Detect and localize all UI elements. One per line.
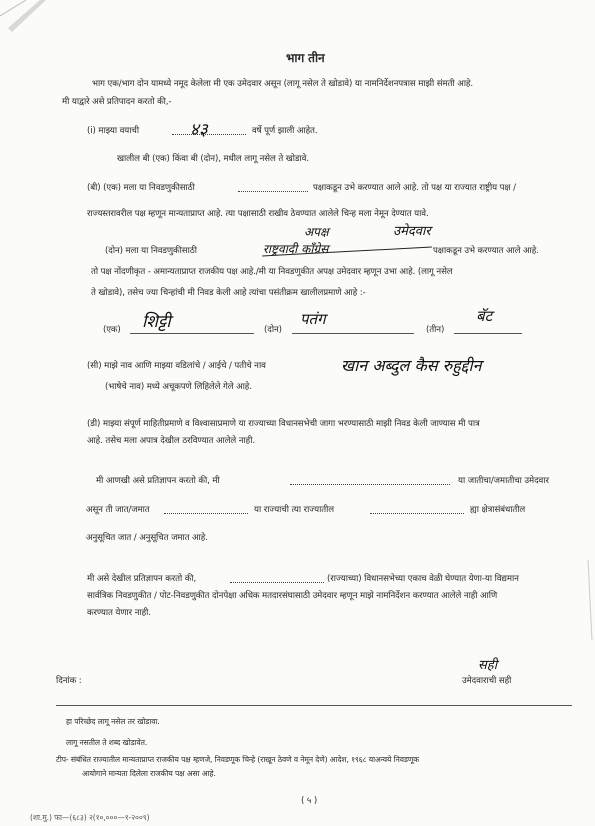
section-d-text-line2: आहे. तसेच मला अपात्र देखील ठरविण्यात आलेले नाही. — [87, 436, 255, 446]
symbol-choice-2: पतंग — [300, 310, 326, 328]
section-b1-text: (बी) (एक) मला या निवडणुकीसाठी — [87, 183, 195, 193]
age-label: (i) माझ्या वयाची — [87, 126, 139, 136]
party-field-line — [238, 191, 308, 192]
caste-name-field-line — [164, 513, 248, 514]
age-handwritten-value: ४३ — [190, 120, 208, 140]
caste-field-line — [290, 484, 450, 485]
section-b2-text-cont: पक्षाकडून उभे करण्यात आले आहे. — [433, 246, 539, 256]
candidate-signature: सही — [478, 658, 498, 673]
caste-declaration-text: मी आणखी असे प्रतिज्ञापन करतो की, मी — [96, 476, 220, 486]
caste-declaration-line2-mid: या राज्याची त्या राज्यातील — [254, 505, 334, 515]
section-b1-text-line2: राज्यस्तरावरील पक्ष म्हणून मान्यताप्राप्त आहे. त्या पक्षासाठी राखीव ठेवण्यात आलेले चिन्ह मला नेमून देण्यात यावे. — [87, 209, 429, 219]
election-declaration-line2: सार्वत्रिक निवडणुकीत / पोट-निवडणुकीत दोनपेक्षा अधिक मतदारसंघासाठी उमेदवार म्हणून माझे नामनिर्देशन करण्यात आलेले नाही आणि — [87, 591, 498, 601]
symbol-choice-1: शिट्टी — [142, 312, 171, 332]
caste-declaration-line2: असून ती जात/जमात — [86, 505, 150, 515]
election-declaration-line3: करण्यात येणार नाही. — [87, 608, 151, 618]
print-code: (शा.मु.) फा—(६८३) २(१०,०००—१-२००९) — [30, 813, 150, 822]
footnote-divider — [56, 705, 572, 706]
election-declaration-text-cont: (राज्याच्या) विधानसभेच्या एकाच वेळी घेण्यात येणा-या विद्यमान — [327, 574, 519, 584]
caste-declaration-text-cont: या जातीचा/जमातीचा उमेदवार — [458, 476, 549, 486]
caste-declaration-line2-end: ह्या क्षेत्रासंबंधातील — [470, 505, 526, 515]
section-b1-text-cont: पक्षाकडून उभे करण्यात आले आहे. तो पक्ष या राज्यात राष्ट्रीय पक्ष / — [313, 183, 516, 193]
footnote-1: हा परिच्छेद लागू नसेल तर खोडावा. — [66, 717, 160, 726]
symbol-label-3: (तीन) — [426, 325, 445, 335]
handwritten-annotation-1: अपक्ष — [304, 225, 329, 239]
section-c-text-line2: (भाषेचे नाव) मध्ये अचूकपणे लिहिलेले गेले आहे. — [105, 382, 252, 392]
delete-inapplicable-note: खालील बी (एक) किंवा बी (दोन), मधील लागू नसेल ते खोडावे. — [117, 154, 309, 164]
page-number: ( ५ ) — [301, 796, 318, 806]
section-b2-text-line3: ते खोडावे), तसेच ज्या चिन्हांची मी निवड केली आहे त्यांचा पसंतीक्रम खालीलप्रमाणे आहे :- — [91, 288, 366, 298]
footnote-2: लागू नसतील ते शब्द खोडावेत. — [66, 738, 148, 747]
section-d-text: (डी) माझ्या संपूर्ण माहितीप्रमाणे व विश्वासाप्रमाणे या राज्याच्या विधानसभेची जागा भरण्यासाठी माझी निवड केली जाण्यास मी पात्र — [87, 419, 480, 429]
section-c-text: (सी) माझे नाव आणि माझ्या वडिलांचे / आईचे / पतीचे नाव — [87, 361, 266, 371]
handwritten-annotation-2: उमेदवार — [393, 224, 431, 239]
election-state-field-line — [230, 582, 324, 583]
symbol-label-1: (एक) — [103, 325, 121, 335]
consent-text-line1: भाग एक/भाग दोन यामध्ये नमूद केलेला मी एक उमेदवार असून (लागू नसेल ते खोडावे) या नामनिर्देशनपत्रास माझी संमती आहे. — [92, 79, 473, 89]
age-suffix: वर्षे पूर्ण झाली आहेत. — [252, 126, 318, 136]
symbol-field-1-line — [130, 333, 254, 334]
symbol-label-2: (दोन) — [264, 325, 282, 335]
footnote-3-cont: आयोगाने मान्यता दिलेला राजकीय पक्ष असा आहे. — [82, 769, 216, 778]
date-label: दिनांक : — [56, 676, 82, 686]
symbol-field-2-line — [292, 333, 414, 334]
section-b2-text: (दोन) मला या निवडणुकीसाठी — [105, 246, 197, 256]
age-field-line — [172, 134, 246, 135]
page-title: भाग तीन — [286, 51, 325, 65]
footnote-3: टीप- संबंधित राज्यातील मान्यताप्राप्त राजकीय पक्ष म्हणजे, निवडणूक चिन्हे (राखून ठेवणे व नेमून देणे) आदेश, १९६८ याअन्वये निवडणूक — [56, 755, 419, 764]
symbol-field-3-line — [454, 333, 522, 334]
election-declaration-text: मी असे देखील प्रतिज्ञापन करतो की, — [87, 574, 197, 584]
consent-text-line2: मी याद्वारे असे प्रतिपादन करतो की,- — [62, 97, 172, 107]
name-handwritten-value: खान अब्दुल कैस रुहुद्दीन — [341, 356, 482, 375]
caste-declaration-line3: अनुसूचित जात / अनुसूचित जमात आहे. — [86, 533, 208, 543]
section-b2-text-line2: तो पक्ष नोंदणीकृत - अमान्यताप्राप्त राजकीय पक्ष आहे./मी या निवडणुकीत अपक्ष उमेदवार म्हणून उभा आहे. (लागू नसेल — [91, 267, 453, 277]
symbol-choice-3: बॅट — [476, 307, 493, 325]
signature-label: उमेदवाराची सही — [462, 676, 512, 686]
struck-party-name: राष्ट्रवादी काँग्रेस — [263, 242, 329, 256]
state-field-line — [370, 513, 464, 514]
